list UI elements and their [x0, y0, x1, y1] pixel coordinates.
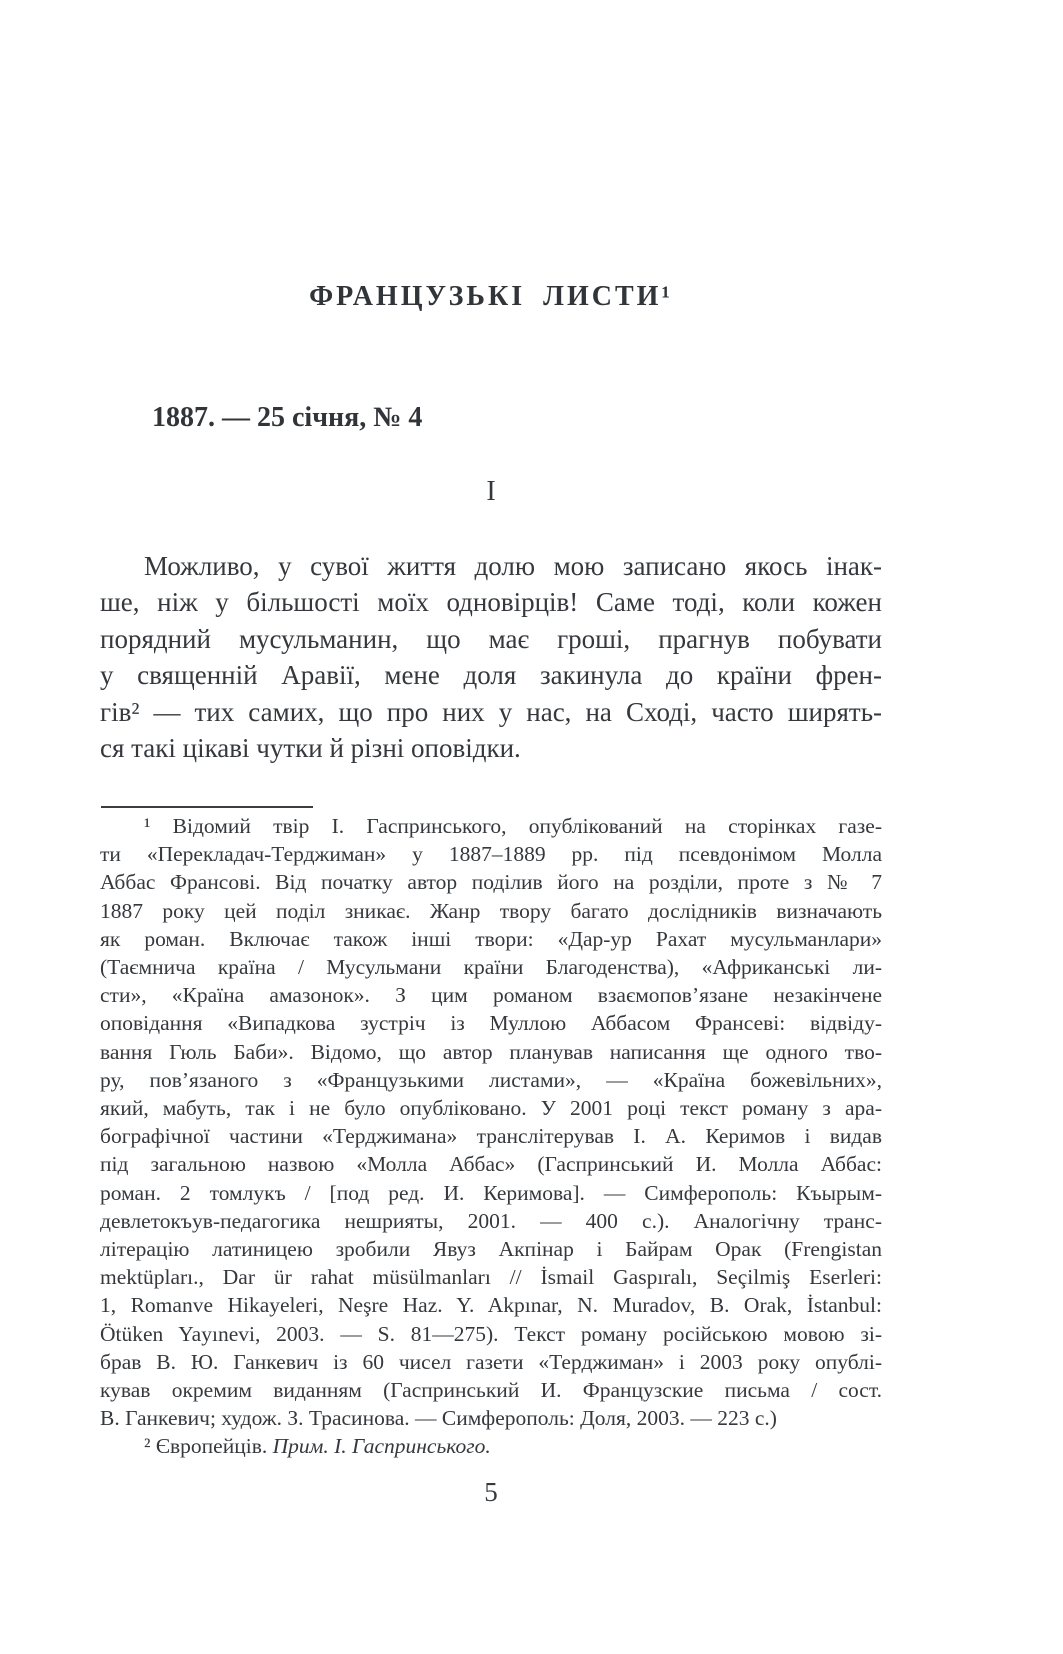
footnote-line: брав В. Ю. Ганкевич із 60 чисел газети «Терджиман» і 2003 року опублі-: [100, 1349, 882, 1374]
footnote-line: сти», «Країна амазонок». З цим романом взаємопов’язане незакінчене: [100, 983, 882, 1008]
main-paragraph: [100, 548, 882, 766]
footnote-2-text: ² Європейців.: [144, 1434, 273, 1459]
footnote-2-attribution: Прим. І. Гаспринського.: [272, 1434, 491, 1459]
footnote-line: кував окремим виданням (Гаспринський И. Французские письма / сост.: [100, 1378, 882, 1403]
dateline: 1887. — 25 січня, № 4: [152, 402, 423, 433]
footnote-line: оповідання «Випадкова зустріч із Муллою Аббасом Франсеві: відвіду-: [100, 1011, 882, 1036]
footnote-2: [100, 1432, 882, 1460]
footnote-line: 1887 року цей поділ зникає. Жанр твору багато дослідників визначають: [100, 898, 882, 923]
footnote-line: під загальною назвою «Молла Аббас» (Гаспринський И. Молла Аббас:: [100, 1152, 882, 1177]
footnote-line: ти «Перекладач-Терджиман» у 1887–1889 рр. під псевдонімом Молла: [100, 842, 882, 867]
footnotes-block: [100, 812, 882, 1461]
paragraph-line: у священній Аравії, мене доля закинула до країни френ-: [100, 660, 882, 691]
page-title: ФРАНЦУЗЬКІ ЛИСТИ¹: [309, 281, 673, 312]
footnote-separator-rule: [101, 806, 313, 808]
footnote-line: вання Гюль Баби». Відомо, що автор планував написання ще одного тво-: [100, 1039, 882, 1064]
footnote-line: В. Ганкевич; худож. З. Трасинова. — Симферополь: Доля, 2003. — 223 с.): [100, 1406, 777, 1431]
footnote-line: літерацію латиницею зробили Явуз Акпінар і Байрам Орак (Frengistan: [100, 1237, 882, 1262]
paragraph-line: порядний мусульманин, що має гроші, прагнув побувати: [100, 623, 882, 654]
footnote-line: 1, Romanve Hikayeleri, Neşre Haz. Y. Akpınar, N. Muradov, B. Orak, İstanbul:: [100, 1293, 882, 1318]
footnote-line: ¹ Відомий твір І. Гаспринського, опублікований на сторінках газе-: [144, 814, 882, 838]
footnote-line: Ötüken Yayınevi, 2003. — S. 81—275). Текст роману російською мовою зі-: [100, 1321, 882, 1346]
footnote-line: ру, пов’язаного з «Французькими листами», — «Країна божевільних»,: [100, 1067, 882, 1092]
footnote-line: (Таємнича країна / Мусульмани країни Благоденства), «Африканські ли-: [100, 955, 882, 980]
paragraph-line: Можливо, у сувої життя долю мою записано якось інак-: [144, 551, 882, 581]
chapter-numeral: I: [486, 476, 496, 507]
footnote-line: який, мабуть, так і не було опубліковано. У 2001 році текст роману з ара-: [100, 1096, 882, 1121]
footnote-line: як роман. Включає також інші твори: «Дар-ур Рахат мусульманлари»: [100, 926, 882, 951]
paragraph-line: гів² — тих самих, що про них у нас, на Сході, часто ширять-: [100, 696, 882, 727]
footnote-line: mektüpları., Dar ür rahat müsülmanları // İsmail Gaspıralı, Seçilmiş Eserleri:: [100, 1265, 882, 1290]
footnote-line: роман. 2 томлукъ / [под ред. И. Керимова]. — Симферополь: Къырым-: [100, 1180, 882, 1205]
footnote-line: Аббас Франсові. Від початку автор поділив його на розділи, проте з № 7: [100, 870, 882, 895]
paragraph-line: ся такі цікаві чутки й різні оповідки.: [100, 733, 521, 764]
paragraph-line: ше, ніж у більшості моїх одновірців! Саме тоді, коли кожен: [100, 587, 882, 618]
footnote-1: [100, 812, 882, 1432]
footnote-line: девлетокъув-педагогика нешрияты, 2001. — 400 с.). Аналогічну транс-: [100, 1208, 882, 1233]
footnote-line: бографічної частини «Терджимана» транслітерував І. А. Керимов і видав: [100, 1124, 882, 1149]
page-number: 5: [484, 1477, 498, 1507]
